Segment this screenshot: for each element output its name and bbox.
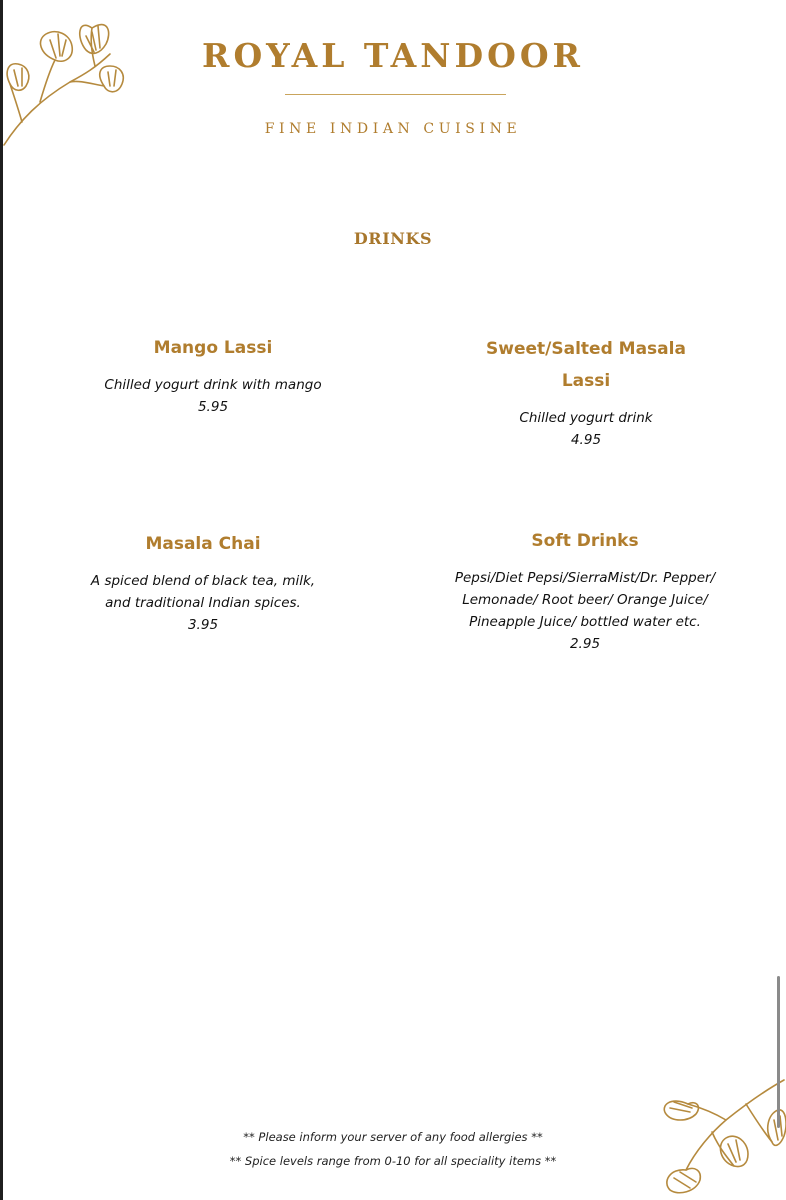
allergy-note: ** Please inform your server of any food allergies ** xyxy=(243,1130,543,1144)
item-name: Masala Chai xyxy=(145,534,261,554)
item-name: Sweet/Salted Masala xyxy=(486,339,686,359)
page-edge xyxy=(0,0,3,1200)
item-price: 2.95 xyxy=(569,636,601,652)
menu-item xyxy=(53,528,353,636)
menu-item xyxy=(436,333,736,451)
item-name: Mango Lassi xyxy=(153,338,273,358)
item-name: Soft Drinks xyxy=(531,531,639,551)
menu-item xyxy=(430,525,740,655)
item-description: and traditional Indian spices. xyxy=(105,595,301,611)
item-price: 5.95 xyxy=(197,399,229,415)
item-description: Chilled yogurt drink with mango xyxy=(104,377,322,393)
scrollbar[interactable] xyxy=(777,976,780,1128)
item-description: A spiced blend of black tea, milk, xyxy=(90,573,316,589)
section-title: DRINKS xyxy=(353,229,433,248)
item-description: Lemonade/ Root beer/ Orange Juice/ xyxy=(462,592,708,608)
spice-note: ** Spice levels range from 0-10 for all speciality items ** xyxy=(229,1154,557,1168)
item-description: Pepsi/Diet Pepsi/SierraMist/Dr. Pepper/ xyxy=(454,570,716,586)
item-price: 3.95 xyxy=(187,617,219,633)
restaurant-name: ROYAL TANDOOR xyxy=(202,36,584,75)
item-price: 4.95 xyxy=(570,432,602,448)
item-description: Pineapple Juice/ bottled water etc. xyxy=(469,614,701,630)
item-description: Chilled yogurt drink xyxy=(519,410,653,426)
item-name: Lassi xyxy=(561,371,611,391)
menu-item xyxy=(63,332,363,418)
title-divider xyxy=(285,94,506,95)
restaurant-tagline: FINE INDIAN CUISINE xyxy=(264,121,522,137)
